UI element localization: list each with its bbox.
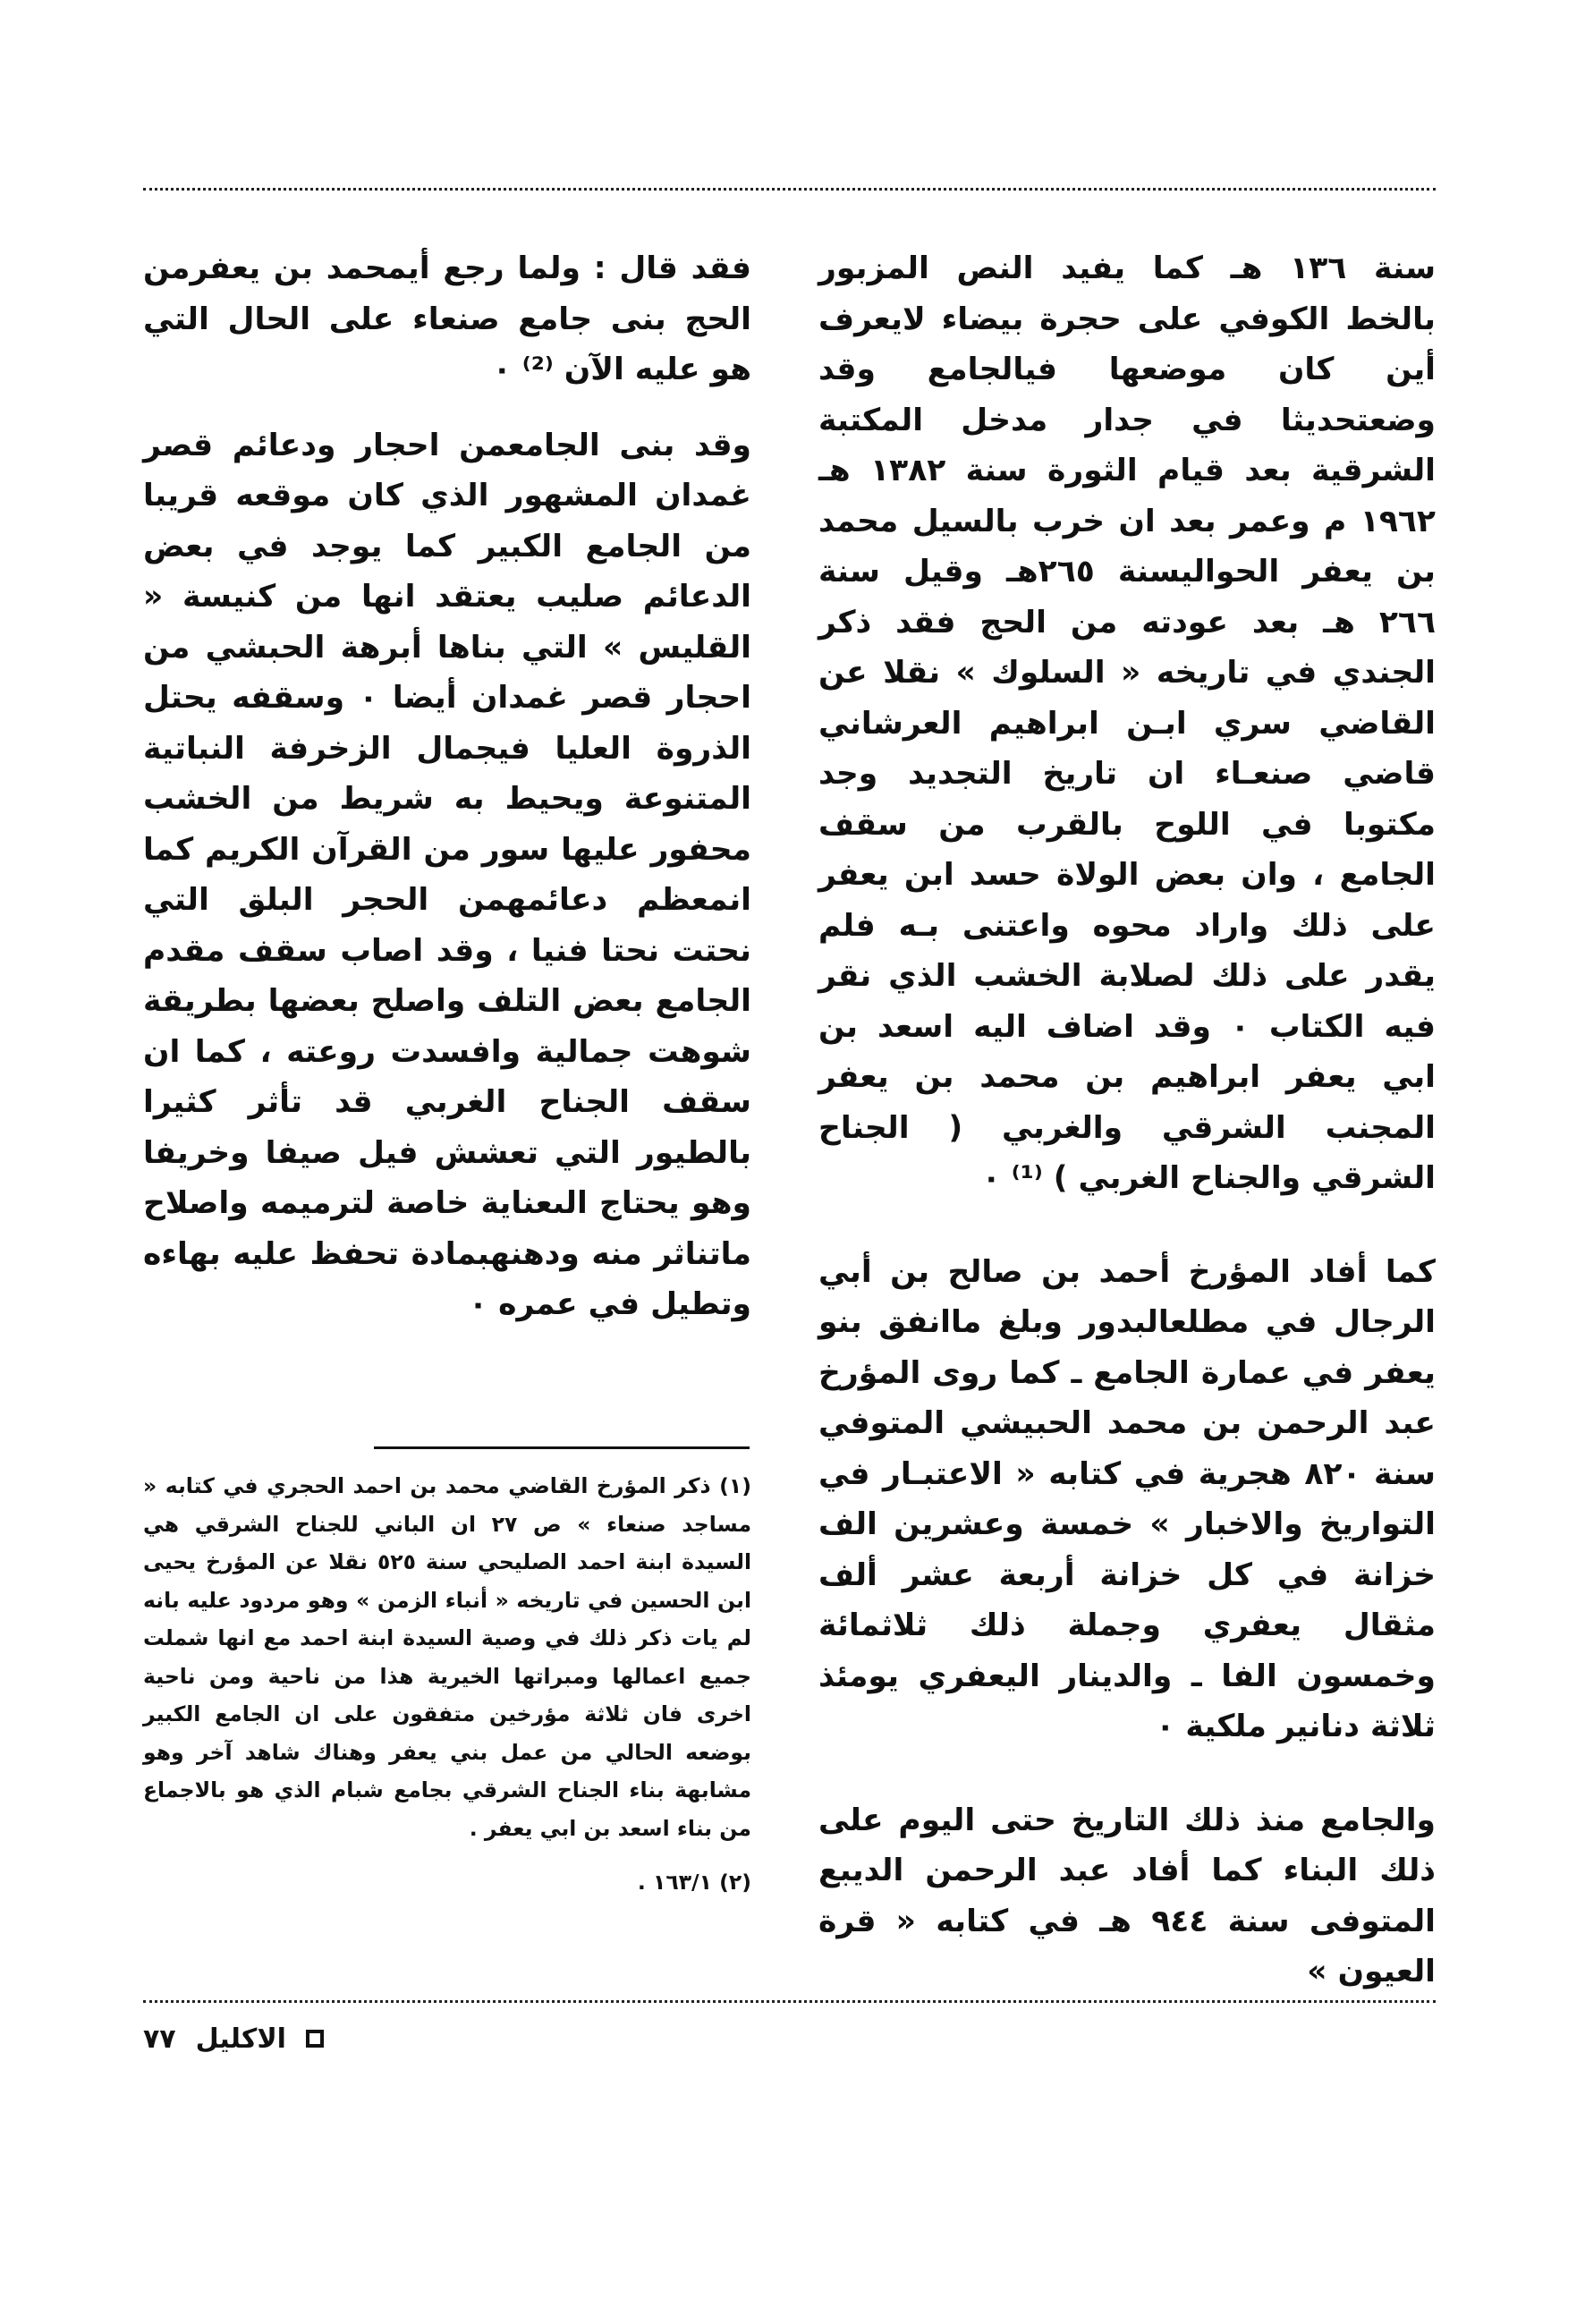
left-column bbox=[143, 243, 751, 1330]
right-paragraph-1: سنة ١٣٦ هـ كما يفيد النص المزبور بالخط الكوفي على حجرة بيضاء لايعرف أين كان موضعها فيالجامع وقد وضعتحديثا في جدار مدخل المكتبة الشرقية بعد قيام الثورة سنة ١٣٨٢ هـ ١٩٦٢ م وعمر بعد ان خرب بالسيل محمد بن يعفر الحواليسنة ٢٦٥هـ وقيل سنة ٢٦٦ هـ بعد عودته من الحج فقد ذكر الجندي في تاريخه « السلوك » نقلا عن القاضي سري ابـن ابراهيم العرشاني قاضي صنعـاء ان تاريخ التجديد وجد مكتوبا في اللوح بالقرب من سقف الجامع ، وان بعض الولاة حسد ابن يعفر على ذلك واراد محوه واعتنى بـه فلم يقدر على ذلك لصلابة الخشب الذي نقر فيه الكتاب ٠ وقد اضاف اليه اسعد بن ابي يعفر ابراهيم بن محمد بن يعفر المجنب الشرقي والغربي ( الجناح الشرقي والجناح الغربي ) ⁽¹⁾ ٠ bbox=[818, 250, 1436, 1196]
bottom-dotted-rule bbox=[143, 2000, 1436, 2003]
footnotes bbox=[143, 1467, 751, 1902]
page-footer bbox=[143, 2016, 324, 2061]
journal-name: الاكليل bbox=[195, 2023, 286, 2055]
right-paragraph-2: كما أفاد المؤرخ أحمد بن صالح بن أبي الرجال في مطلعالبدور وبلغ ماانفق بنو يعفر في عمارة الجامع ـ كما روى المؤرخ عبد الرحمن بن محمد الحبيشي المتوفي سنة ٨٢٠ هجرية في كتابه « الاعتبـار في التواريخ والاخبار » خمسة وعشرين الف خزانة في كل خزانة أربعة عشر ألف مثقال يعفري وجملة ذلك ثلاثمائة وخمسون الفا ـ والدينار اليعفري يومئذ ثلاثة دنانير ملكية ٠ bbox=[818, 1253, 1436, 1744]
footnote-separator bbox=[374, 1446, 750, 1449]
footnote-1: (١) ذكر المؤرخ القاضي محمد بن احمد الحجري في كتابه « مساجد صنعاء » ص ٢٧ ان الباني للجناح الشرقي هي السيدة ابنة احمد الصليحي سنة ٥٢٥ نقلا عن المؤرخ يحيى ابن الحسين في تاريخه « أنباء الزمن » وهو مردود عليه بانه لم يات ذكر ذلك في وصية السيدة ابنة احمد مع انها شملت جميع اعمالها ومبراتها الخيرية هذا من ناحية ومن ناحية اخرى فان ثلاثة مؤرخين متفقون على ان الجامع الكبير بوضعه الحالي من عمل بني يعفر وهناك شاهد آخر وهو مشابهة بناء الجناح الشرقي بجامع شبام الذي هو بالاجماع من بناء اسعد بن ابي يعفر . bbox=[143, 1473, 752, 1841]
footnote-2: (٢) ١٦٣/١ . bbox=[637, 1870, 751, 1895]
right-column bbox=[818, 243, 1436, 1997]
right-paragraph-3: والجامع منذ ذلك التاريخ حتى اليوم على ذلك البناء كما أفاد عبد الرحمن الديبع المتوفى سنة ٩٤٤ هـ في كتابه « قرة العيون » bbox=[818, 1802, 1436, 1989]
left-paragraph-1: فقد قال : ولما رجع أيمحمد بن يعفرمن الحج بنى جامع صنعاء على الحال التي هو عليه الآن ⁽²⁾ ٠ bbox=[143, 250, 751, 387]
top-dotted-rule bbox=[143, 188, 1436, 191]
left-paragraph-2: وقد بنى الجامعمن احجار ودعائم قصر غمدان المشهور الذي كان موقعه قريبا من الجامع الكبير كما يوجد في بعض الدعائم صليب يعتقد انها من كنيسة « القليس » التي بناها أبرهة الحبشي من احجار قصر غمدان أيضا ٠ وسقفه يحتل الذروة العليا فيجمال الزخرفة النباتية المتنوعة ويحيط به شريط من الخشب محفور عليها سور من القرآن الكريم كما انمعظم دعائمهمن الحجر البلق التي نحتت نحتا فنيا ، وقد اصاب سقف مقدم الجامع بعض التلف واصلح بعضها بطريقة شوهت جمالية وافسدت روعته ، كما ان سقف الجناح الغربي قد تأثر كثيرا بالطيور التي تعشش فيل صيفا وخريفا وهو يحتاج الىعناية خاصة لترميمه واصلاح ماتناثر منه ودهنهبمادة تحفظ عليه بهاءه وتطيل في عمره ٠ bbox=[143, 427, 751, 1322]
page-number: ٧٧ bbox=[143, 2023, 176, 2055]
square-icon bbox=[306, 2030, 324, 2048]
